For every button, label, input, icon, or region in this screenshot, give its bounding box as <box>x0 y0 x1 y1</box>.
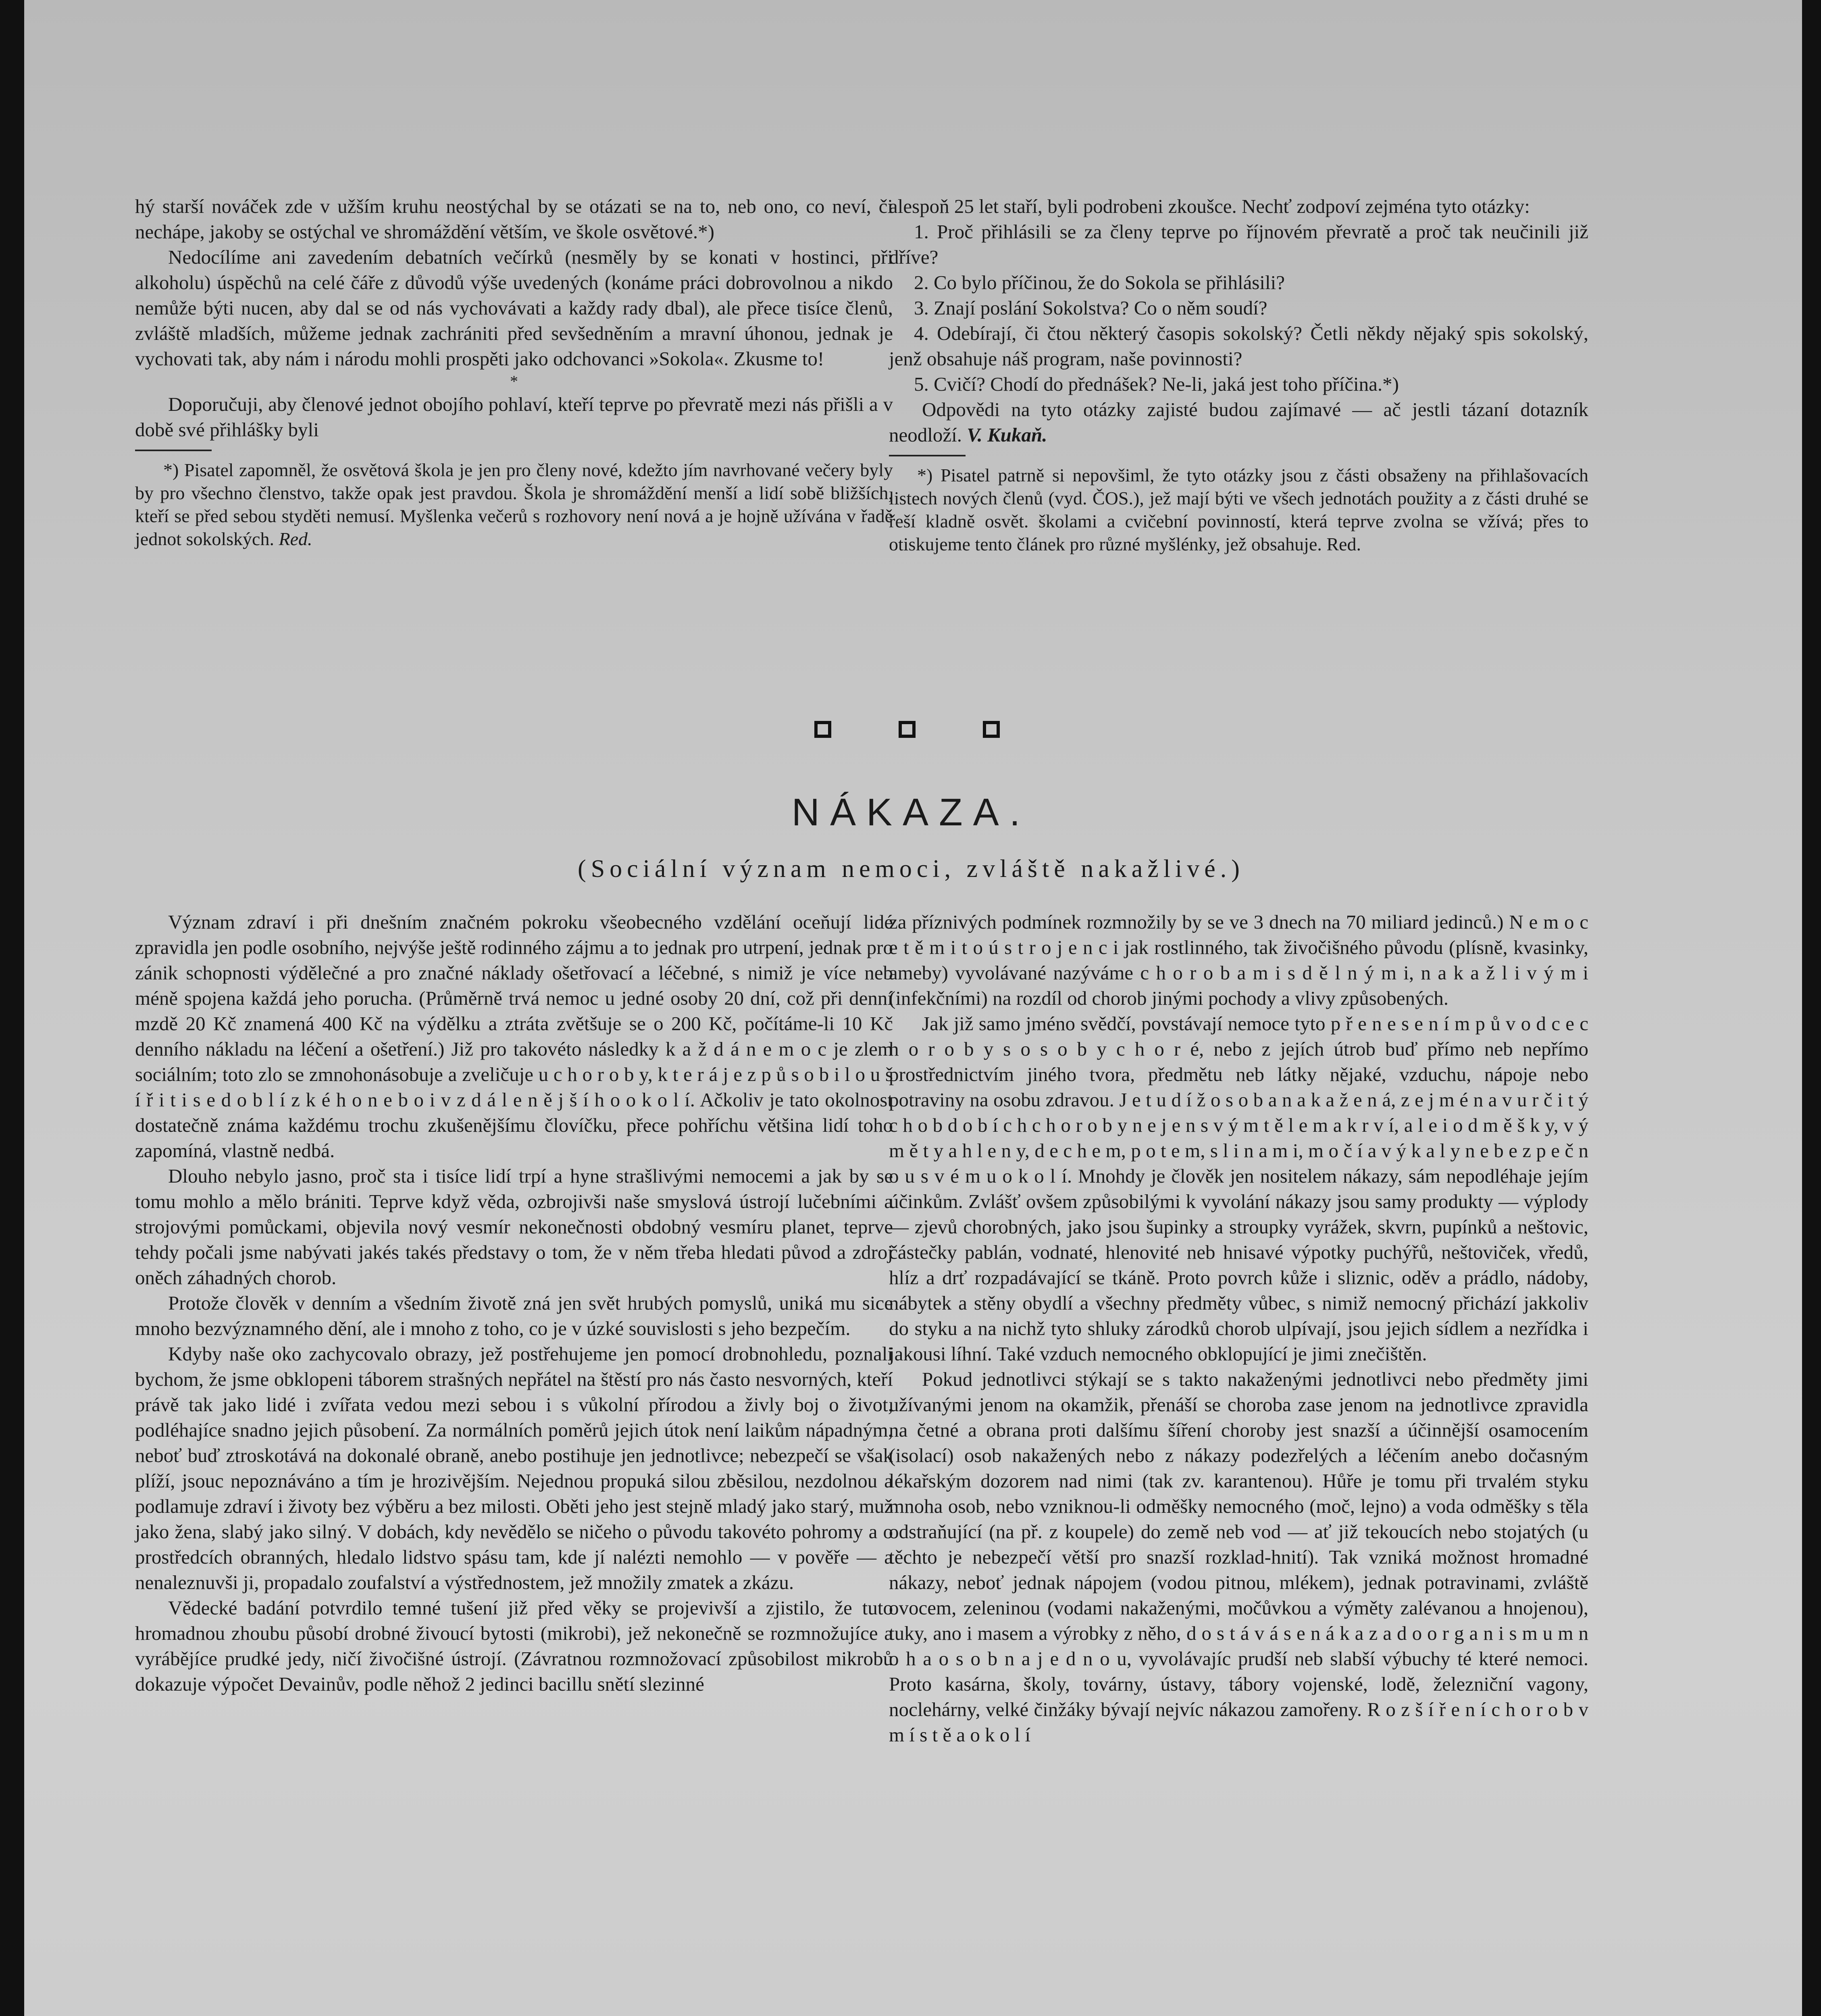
paragraph: Vědecké badání potvrdilo temné tušení již před věky se projevivší a zjistilo, že tuto hromadnou zhoubu působí drobné živoucí bytosti (mikrobi), jež nekonečně se rozmnožujíce a vyrábějíce prudké jedy, ničí živočišné ústrojí. (Závratnou rozmnožovací způsobilost mikrobů dokazuje výpočet Devainův, podle něhož 2 jedinci bacillu snětí slezinné <box>135 1597 893 1695</box>
paragraph: za příznivých podmínek rozmnožily by se ve 3 dnech na 70 miliard jedinců.) N e m o c e t ě m i t o ú s t r o j e n c i jak rostlinného, tak živočišného původu (plísně, kvasinky, ameby) vyvolávané nazýváme c h o r o b a m i s d ě l n ý m i, n a k a ž l i v ý m i (infekčními) na rozdíl od chorob jinými pochody a vlivy způsobených. <box>889 911 1588 1009</box>
author-signature: V. Kukaň. <box>967 424 1047 446</box>
list-item: 4. Odebírají, či čtou některý časopis sokolský? Četli někdy nějaký spis sokolský, jenž obsahuje náš program, naše povinnosti? <box>889 322 1588 370</box>
article-left-column <box>135 909 893 1697</box>
section-separator <box>814 721 1000 745</box>
top-right-column <box>889 194 1588 556</box>
question-list <box>889 219 1588 397</box>
footnote-rule <box>889 455 966 456</box>
article-title: NÁKAZA. <box>791 791 1031 834</box>
square-ornament <box>814 721 831 738</box>
footnote-signature: Red. <box>1326 534 1361 554</box>
paragraph: Pokud jednotlivci stýkají se s takto nakaženými jednotlivci nebo předměty jimi užívanými jenom na okamžik, přenáší se choroba zase jenom na jednotlivce zpravidla na četné a obrana proti dalšímu šíření choroby jest snazší a účinnější osamocením (isolací) osob nakažených nebo z nákazy podezřelých a léčením anebo dočasným lékařským dozorem nad nimi (tak zv. karantenou). Hůře je tomu při trvalém styku mnoha osob, nebo vzniknou-li odměšky nemocného (moč, lejno) a voda odměšky s těla odstraňující (na př. z koupele) do země neb vod — ať již tekoucích nebo stojatých (u těchto je nebezpečí větší pro snazší rozklad-hnití). Tak vzniká možnost hromadné nákazy, neboť jednak nápojem (vodou pitnou, mlékem), jednak potravinami, zvláště ovocem, zeleninou (vodami nakaženými, močůvkou a výměty zalévanou a hnojenou), tuky, ano i masem a výrobky z něho, d o s t á v á s e n á k a z a d o o r g a n i s m u m n o h a o s o b n a j e d n o u, vyvolávajíc prudší neb slabší výbuchy té které nemoci. Proto kasárna, školy, továrny, ústavy, tábory vojenské, lodě, železniční vagony, noclehárny, velké činžáky bývají nejvíc nákazou zamořeny. R o z š í ř e n í c h o r o b v m í s t ě a o k o l í <box>889 1368 1588 1746</box>
article-right-column <box>889 909 1588 1747</box>
square-ornament <box>899 721 916 738</box>
footnote <box>135 458 893 550</box>
paragraph: Dlouho nebylo jasno, proč sta i tisíce lidí trpí a hyne strašlivými nemocemi a jak by se tomu mohlo a mělo brániti. Teprve když věda, ozbrojivši naše smyslová ústrojí lučebními a strojovými pomůckami, objevila nový vesmír nekonečnosti obdobný vesmíru planet, teprve tehdy počali jsme nabývati jakés takés představy o tom, že v něm třeba hledati původ a zdroj oněch záhadných chorob. <box>135 1165 893 1289</box>
square-ornament <box>983 721 1000 738</box>
list-item: 1. Proč přihlásili se za členy teprve po říjnovém převratě a proč tak neučinili již dříve? <box>889 221 1588 268</box>
paragraph: Kdyby naše oko zachycovalo obrazy, jež postřehujeme jen pomocí drobnohledu, poznali bychom, že jsme obklopeni táborem strašných nepřátel na štěstí pro nás často nesvorných, kteří právě tak jako lidé i zvířata vedou mezi sebou i s vůkolní přírodou a živly boj o život, podléhajíce snadno jejich působení. Za normálních poměrů jejich útok není laikům nápadným, neboť buď ztroskotává na dokonalé obraně, anebo postihuje jen jednotlivce; nebezpečí se však plíží, jsouc nepoznáváno a tím je hrozivějším. Nejednou propuká silou zběsilou, nezdolnou a podlamuje zdraví i životy bez výběru a bez milosti. Oběti jeho jest stejně mladý jako starý, muž jako žena, slabý jako silný. V dobách, kdy nevědělo se ničeho o původu takovéto pohromy a o prostředcích obranných, hledalo lidstvo spásu tam, kde jí nalézti nemohlo — v pověře — a nenaleznuvši ji, propadalo zoufalství a výstřednostem, jež množily zmatek a zkázu. <box>135 1343 893 1593</box>
article-subtitle: (Sociální význam nemoci, zvláště nakažlivé.) <box>578 855 1245 883</box>
footnote <box>889 464 1588 556</box>
list-item: 3. Znají poslání Sokolstva? Co o něm soudí? <box>914 297 1267 319</box>
footnote-text: *) Pisatel patrně si nepovšiml, že tyto otázky jsou z části obsaženy na přihlašovacích listech nových členů (vyd. ČOS.), jež mají býti ve všech jednotách použity a z části druhé se řeší kladně osvět. školami a cvičební povinností, která teprve zvolna se vžívá; přes to otiskujeme tento článek pro různé myšlénky, jež obsahuje. <box>889 465 1588 554</box>
paragraph: Doporučuji, aby členové jednot obojího pohlaví, kteří teprve po převratě mezi nás přišli a v době své přihlášky byli <box>135 393 893 441</box>
paragraph: alespoň 25 let staří, byli podrobeni zkoušce. Nechť zodpoví zejména tyto otázky: <box>889 195 1530 217</box>
footnote-signature: Red. <box>279 529 312 549</box>
section-separator-star: * <box>510 372 518 390</box>
paragraph: Protože člověk v denním a všedním životě zná jen svět hrubých pomyslů, uniká mu sice mnoho bezvýznamného dění, ale i mnoho z toho, co je v úzké souvislosti s jeho bezpečím. <box>135 1292 893 1339</box>
footnote-text: *) Pisatel zapomněl, že osvětová škola je jen pro členy nové, kdežto jím navrhované večery byly by pro všechno členstvo, takže opak jest pravdou. Škola je shromáždění menší a lidí sobě bližších, kteří se před sebou styděti nemusí. Myšlenka večerů s rozhovory není nová a je hojně užívána v řadě jednot sokolských. <box>135 460 893 549</box>
list-item: 5. Cvičí? Chodí do přednášek? Ne-li, jaká jest toho příčina.*) <box>914 373 1399 395</box>
closing-text: Odpovědi na tyto otázky zajisté budou zajímavé — ač jestli tázaní dotazník neodloží. <box>889 398 1588 446</box>
paragraph: Nedocílíme ani zavedením debatních večírků (nesměly by se konati v hostinci, při alkoholu) úspěchů na celé čáře z důvodů výše uvedených (konáme práci dobrovolnou a nikdo nemůže býti nucen, aby dal se od nás vychovávati a každy rady dbal), ale přece tisíce členů, zvláště mladších, můžeme jednak zachrániti před sevšedněním a mravní úhonou, jednak je vychovati tak, aby nám i národu mohli prospěti jako odchovanci »Sokola«. Zkusme to! <box>135 246 893 370</box>
paragraph: hý starší nováček zde v užším kruhu neostýchal by se otázati se na to, neb ono, co neví, či nechápe, jakoby se ostýchal ve shromáždění větším, ve škole osvětové.*) <box>135 195 893 243</box>
paragraph: Význam zdraví i při dnešním značném pokroku všeobecného vzdělání oceňují lidé zpravidla jen podle osobního, nejvýše ještě rodinného zájmu a to jednak pro utrpení, jednak pro zánik schopnosti výdělečné a pro značné náklady ošetřovací a léčebné, s nimiž je více neb méně spojena každá jeho porucha. (Průměrně trvá nemoc u jedné osoby 20 dní, což při denní mzdě 20 Kč znamená 400 Kč na výdělku a ztráta zvětšuje se o 200 Kč, počítáme-li 10 Kč denního nákladu na léčení a ošetření.) Již pro takovéto následky k a ž d á n e m o c je zlem sociálním; toto zlo se zmnohonásobuje a zveličuje u c h o r o b y, k t e r á j e z p ů s o b i l o u š í ř i t i s e d o b l í z k é h o n e b o i v z d á l e n ě j š í h o o k o l í. Ačkoliv je tato okolnost dostatečně známa každému trochu zkušenějšímu človíčku, přece pohříchu většina lidí toho zapomíná, vlastně nedbá. <box>135 911 893 1162</box>
page <box>24 0 1802 2016</box>
paragraph: Jak již samo jméno svědčí, povstávají nemoce tyto p ř e n e s e n í m p ů v o d c e c h o r o b y s o s o b y c h o r é, nebo z jejích útrob buď přímo neb nepřímo prostřednictvím jiného tvora, předmětu neb látky nějaké, vzduchu, nápoje nebo potraviny na osobu zdravou. J e t u d í ž o s o b a n a k a ž e n á, z e j m é n a v u r č i t ý c h o b d o b í c h c h o r o b y n e j e n s v ý m t ě l e m a k r v í, a l e i o d m ě š k y, v ý m ě t y a h l e n y, d e c h e m, p o t e m, s l i n a m i, m o č í a v ý k a l y n e b e z p e č n o u s v é m u o k o l í. Mnohdy je člověk jen nositelem nákazy, sám nepodléhaje jejím účinkům. Zvlášť ovšem způsobilými k vyvolání nákazy jsou samy produkty — výplody — zjevů chorobných, jako jsou šupinky a stroupky vyrážek, skvrn, pupínků a neštovic, částečky pablán, vodnaté, hlenovité neb hnisavé výpotky puchýřů, neštoviček, vředů, hlíz a drť rozpadávající se tkáně. Proto povrch kůže i sliznic, oděv a prádlo, nádoby, nábytek a stěny obydlí a všechny předměty vůbec, s nimiž nemocný přichází jakkoliv do styku a na nichž tyto shluky zárodků chorob ulpívají, jsou jejich sídlem a nezřídka i jakousi líhní. Také vzduch nemocného obklopující je jimi znečištěn. <box>889 1012 1588 1365</box>
paragraph <box>889 397 1588 448</box>
top-left-column <box>135 194 893 550</box>
footnote-rule <box>135 450 212 451</box>
list-item: 2. Co bylo příčinou, že do Sokola se přihlásili? <box>914 271 1285 294</box>
